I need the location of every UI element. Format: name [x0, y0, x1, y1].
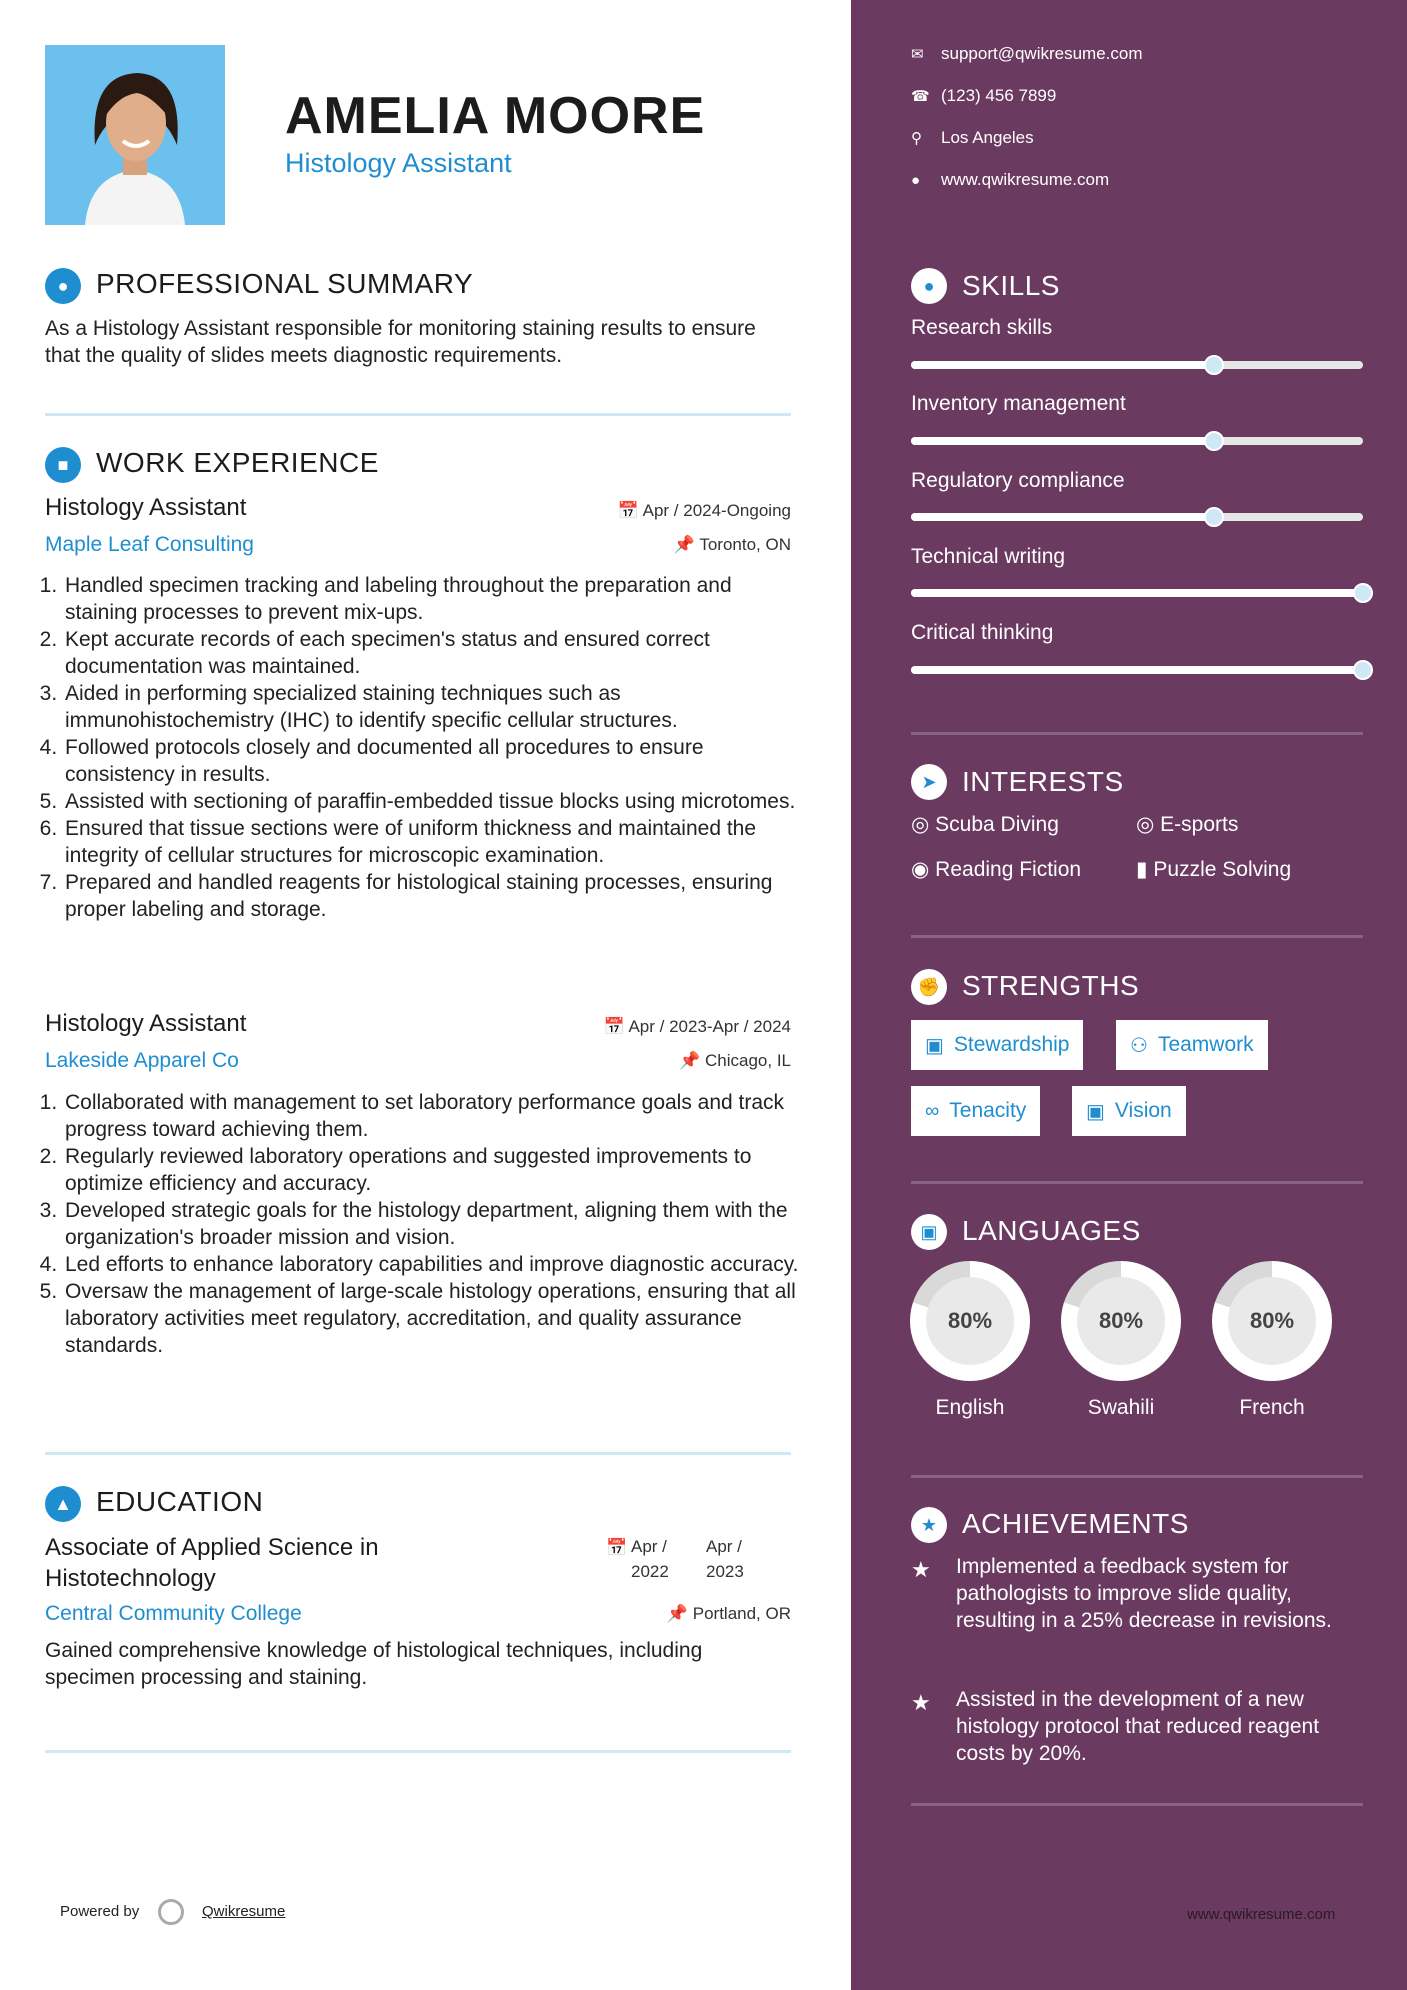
briefcase-icon: ▣ [925, 1034, 944, 1057]
skill-label: Regulatory compliance [911, 469, 1125, 492]
calendar-icon: 📅 [603, 1017, 625, 1036]
summary-title: PROFESSIONAL SUMMARY [96, 268, 474, 299]
pin-icon: 📌 [673, 535, 695, 554]
work-title: WORK EXPERIENCE [96, 447, 379, 478]
strength-tag: ▣ Vision [1072, 1086, 1186, 1136]
powered-by-label: Powered by [60, 1903, 140, 1920]
profile-photo [45, 45, 225, 225]
phone-icon: ☎ [911, 88, 930, 105]
graduation-cap-icon: ▲ [45, 1486, 81, 1522]
skill-bar-fill [911, 437, 1214, 445]
job-date: 📅 Apr / 2024-Ongoing [617, 501, 791, 520]
contact-website[interactable]: ● www.qwikresume.com [911, 170, 1110, 189]
footer-url[interactable]: www.qwikresume.com [1187, 1906, 1336, 1923]
divider [911, 1803, 1363, 1806]
list-item: 3. Aided in performing specialized staining techniques such as immunohistochemistry (IHC) to identify specific cellular structures. [63, 680, 808, 734]
achievement-item: Implemented a feedback system for pathologists to improve slide quality, resulting in a 25% decrease in revisions. [956, 1555, 1332, 1632]
list-item: 7. Prepared and handled reagents for histological staining processes, ensuring proper labeling and storage. [63, 869, 808, 923]
list-item: 6. Ensured that tissue sections were of uniform thickness and maintained the integrity of cellular structures for microscopic examination. [63, 815, 808, 869]
pin-icon: 📌 [666, 1604, 688, 1623]
language-ring [1212, 1261, 1332, 1381]
degree: Associate of Applied Science in Histotechnology [45, 1534, 379, 1592]
skill-bar-knob [1353, 583, 1373, 603]
divider [911, 1181, 1363, 1184]
edu-start-date: Apr / 2022 [631, 1537, 669, 1581]
list-item: 5. Assisted with sectioning of paraffin-embedded tissue blocks using microtomes. [63, 788, 808, 815]
book-icon: ▮ [1136, 858, 1148, 881]
summary-text: As a Histology Assistant responsible for monitoring staining results to ensure that the quality of slides meets diagnostic requirements. [45, 317, 756, 367]
skill-bar-knob [1204, 431, 1224, 451]
language-percent: 80% [926, 1277, 1014, 1365]
divider [45, 1452, 791, 1455]
pin-icon: 📌 [679, 1051, 701, 1070]
interest-item: ▮ Puzzle Solving [1136, 858, 1292, 881]
list-item: 1. Collaborated with management to set laboratory performance goals and track progress toward achieving them. [63, 1089, 808, 1143]
skill-label: Inventory management [911, 392, 1126, 415]
interests-title: INTERESTS [962, 766, 1124, 797]
qwikresume-logo-icon [158, 1899, 184, 1925]
binoculars-icon: ▣ [1086, 1100, 1105, 1123]
skill-bar-fill [911, 513, 1214, 521]
calendar-icon: 📅 [617, 501, 639, 520]
interest-item: ◎ Scuba Diving [911, 813, 1059, 836]
users-icon: ⚇ [1130, 1034, 1148, 1057]
divider [911, 732, 1363, 735]
skill-bar-knob [1204, 355, 1224, 375]
skill-bar-knob [1353, 660, 1373, 680]
star-badge-icon: ★ [911, 1507, 947, 1543]
skill-bar [911, 437, 1363, 445]
skill-label: Research skills [911, 316, 1053, 339]
candidate-role: Histology Assistant [285, 148, 512, 178]
skill-bar-fill [911, 361, 1214, 369]
job-duties [45, 572, 808, 923]
interest-item: ◎ E-sports [1136, 813, 1239, 836]
language-ring [1061, 1261, 1181, 1381]
paper-plane-icon: ➤ [911, 764, 947, 800]
job-title: Histology Assistant [45, 494, 247, 521]
divider [45, 413, 791, 416]
language-percent: 80% [1228, 1277, 1316, 1365]
strengths-title: STRENGTHS [962, 970, 1140, 1001]
contact-location: ⚲ Los Angeles [911, 128, 1034, 147]
edu-end-date: Apr / 2023 [706, 1537, 744, 1581]
lifebuoy-icon: ◎ [911, 813, 930, 836]
candidate-name: AMELIA MOORE [285, 87, 706, 145]
skill-bar [911, 361, 1363, 369]
job-location: 📌 Chicago, IL [679, 1051, 791, 1070]
strength-tag: ⚇ Teamwork [1116, 1020, 1268, 1070]
contact-email[interactable]: ✉ support@qwikresume.com [911, 44, 1143, 63]
skill-label: Technical writing [911, 545, 1066, 568]
job-title: Histology Assistant [45, 1010, 247, 1037]
list-item: 5. Oversaw the management of large-scale histology operations, ensuring that all laboratory activities meet regulatory, accreditation, and quality assurance standards. [63, 1278, 808, 1359]
job-date: 📅 Apr / 2023-Apr / 2024 [603, 1017, 791, 1036]
list-item: 4. Led efforts to enhance laboratory capabilities and improve diagnostic accuracy. [63, 1251, 808, 1278]
skills-title: SKILLS [962, 270, 1060, 301]
language-percent: 80% [1077, 1277, 1165, 1365]
calendar-icon: 📅 [606, 1538, 628, 1557]
job-location: 📌 Toronto, ON [673, 535, 791, 554]
language-icon: ▣ [911, 1214, 947, 1250]
list-item: 4. Followed protocols closely and documented all procedures to ensure consistency in results. [63, 734, 808, 788]
language-name: French [1239, 1396, 1305, 1419]
skill-bar-fill [911, 589, 1363, 597]
language-name: Swahili [1087, 1396, 1155, 1419]
list-item: 2. Kept accurate records of each specimen's status and ensured correct documentation was maintained. [63, 626, 808, 680]
skill-bar [911, 666, 1363, 674]
job-company: Maple Leaf Consulting [45, 533, 254, 556]
briefcase-icon: ■ [45, 447, 81, 483]
qwikresume-link[interactable]: Qwikresume [202, 1903, 286, 1920]
gamepad-icon: ◉ [911, 858, 930, 881]
user-icon: ● [45, 268, 81, 304]
raised-fist-icon: ✊ [911, 969, 947, 1005]
map-marker-icon: ⚲ [911, 130, 922, 147]
list-item: 1. Handled specimen tracking and labeling throughout the preparation and staining processes to prevent mix-ups. [63, 572, 808, 626]
lightbulb-icon: ● [911, 268, 947, 304]
lifebuoy-icon: ◎ [1136, 813, 1155, 836]
strength-tag: ▣ Stewardship [911, 1020, 1083, 1070]
job-company: Lakeside Apparel Co [45, 1049, 239, 1072]
edu-location: 📌 Portland, OR [666, 1604, 791, 1623]
skill-bar-knob [1204, 507, 1224, 527]
divider [45, 1750, 791, 1753]
shooting-star-icon: ★ [911, 1557, 931, 1582]
language-name: English [935, 1396, 1005, 1419]
languages-title: LANGUAGES [962, 1215, 1141, 1246]
interest-item: ◉ Reading Fiction [911, 858, 1082, 881]
skill-bar [911, 513, 1363, 521]
contact-phone[interactable]: ☎ (123) 456 7899 [911, 86, 1057, 105]
achievements-title: ACHIEVEMENTS [962, 1508, 1189, 1539]
globe-icon: ● [911, 172, 921, 189]
skill-label: Critical thinking [911, 621, 1054, 644]
list-item: 3. Developed strategic goals for the histology department, aligning them with the organization's broader mission and vision. [63, 1197, 808, 1251]
education-text: Gained comprehensive knowledge of histological techniques, including specimen processing and staining. [45, 1639, 703, 1689]
achievement-item: Assisted in the development of a new histology protocol that reduced reagent costs by 20%. [956, 1688, 1320, 1765]
skill-bar-fill [911, 666, 1363, 674]
list-item: 2. Regularly reviewed laboratory operations and suggested improvements to optimize efficiency and accuracy. [63, 1143, 808, 1197]
envelope-icon: ✉ [911, 46, 924, 63]
divider [911, 1475, 1363, 1478]
strength-tag: ∞ Tenacity [911, 1086, 1040, 1136]
job-duties [45, 1089, 808, 1359]
shooting-star-icon: ★ [911, 1690, 931, 1715]
language-ring [910, 1261, 1030, 1381]
divider [911, 935, 1363, 938]
link-icon: ∞ [925, 1099, 940, 1122]
education-title: EDUCATION [96, 1486, 264, 1517]
skill-bar [911, 589, 1363, 597]
school: Central Community College [45, 1602, 302, 1625]
